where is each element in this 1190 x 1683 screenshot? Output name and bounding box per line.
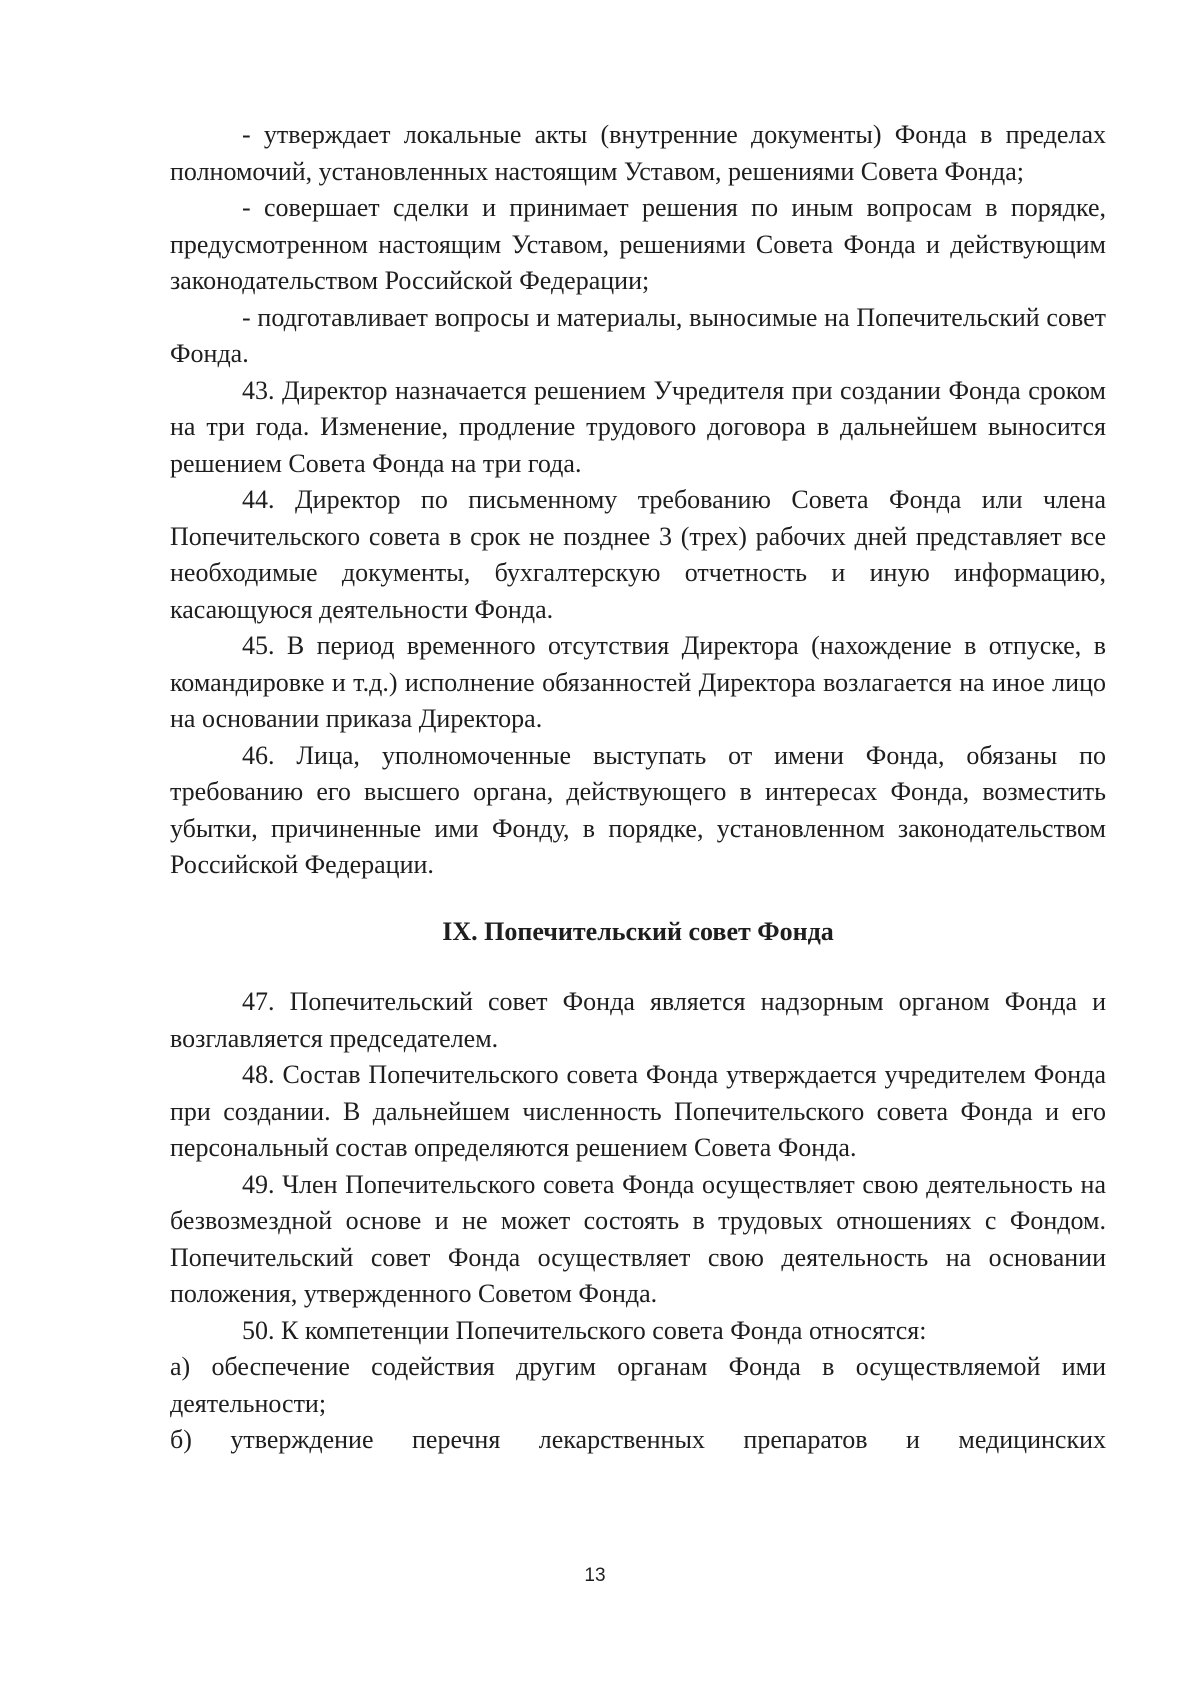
sub-item-a: а) обеспечение содействия другим органам Фонда в осуществляемой ими деятельности; xyxy=(170,1352,1106,1418)
paragraph-item-43: 43. Директор назначается решением Учредителя при создании Фонда сроком на три года. Изменение, продление трудового договора в дальнейшем выносится решением Совета Фонда на три года. xyxy=(170,375,1106,478)
page-number: 13 xyxy=(584,1565,606,1586)
document-body xyxy=(170,117,1106,1459)
paragraph-item-dash-2: - совершает сделки и принимает решения по иным вопросам в порядке, предусмотренном настоящим Уставом, решениями Совета Фонда и действующим законодательством Российской Федерации; xyxy=(170,193,1106,295)
paragraph-item-45: 45. В период временного отсутствия Директора (нахождение в отпуске, в командировке и т.д.) исполнение обязанностей Директора возлагается на иное лицо на основании приказа Директора. xyxy=(170,631,1106,733)
section-heading: IX. Попечительский совет Фонда xyxy=(442,916,834,946)
paragraph-item-46: 46. Лица, уполномоченные выступать от имени Фонда, обязаны по требованию его высшего органа, действующего в интересах Фонда, возместить убытки, причиненные ими Фонду, в порядке, установленном законодательством Российской Федерации. xyxy=(170,740,1106,879)
paragraph-item-dash-3: - подготавливает вопросы и материалы, выносимые на Попечительский совет Фонда. xyxy=(170,302,1106,368)
paragraph-item-dash-1: - утверждает локальные акты (внутренние документы) Фонда в пределах полномочий, установленных настоящим Уставом, решениями Совета Фонда; xyxy=(170,120,1106,186)
paragraph-item-50: 50. К компетенции Попечительского совета Фонда относятся: xyxy=(242,1315,927,1345)
sub-item-b: б) утверждение перечня лекарственных препаратов и медицинских xyxy=(170,1425,1106,1454)
paragraph-item-48: 48. Состав Попечительского совета Фонда утверждается учредителем Фонда при создании. В дальнейшем численность Попечительского совета Фонда и его персональный состав определяются решением Совета Фонда. xyxy=(170,1060,1106,1162)
paragraph-item-49: 49. Член Попечительского совета Фонда осуществляет свою деятельность на безвозмездной основе и не может состоять в трудовых отношениях с Фондом. Попечительский совет Фонда осуществляет свою деятельность на основании положения, утвержденного Советом Фонда. xyxy=(170,1169,1106,1308)
paragraph-item-44: 44. Директор по письменному требованию Совета Фонда или члена Попечительского совета в срок не позднее 3 (трех) рабочих дней представляет все необходимые документы, бухгалтерскую отчетность и иную информацию, касающуюся деятельности Фонда. xyxy=(170,485,1106,624)
paragraph-item-47: 47. Попечительский совет Фонда является надзорным органом Фонда и возглавляется председателем. xyxy=(170,987,1106,1053)
